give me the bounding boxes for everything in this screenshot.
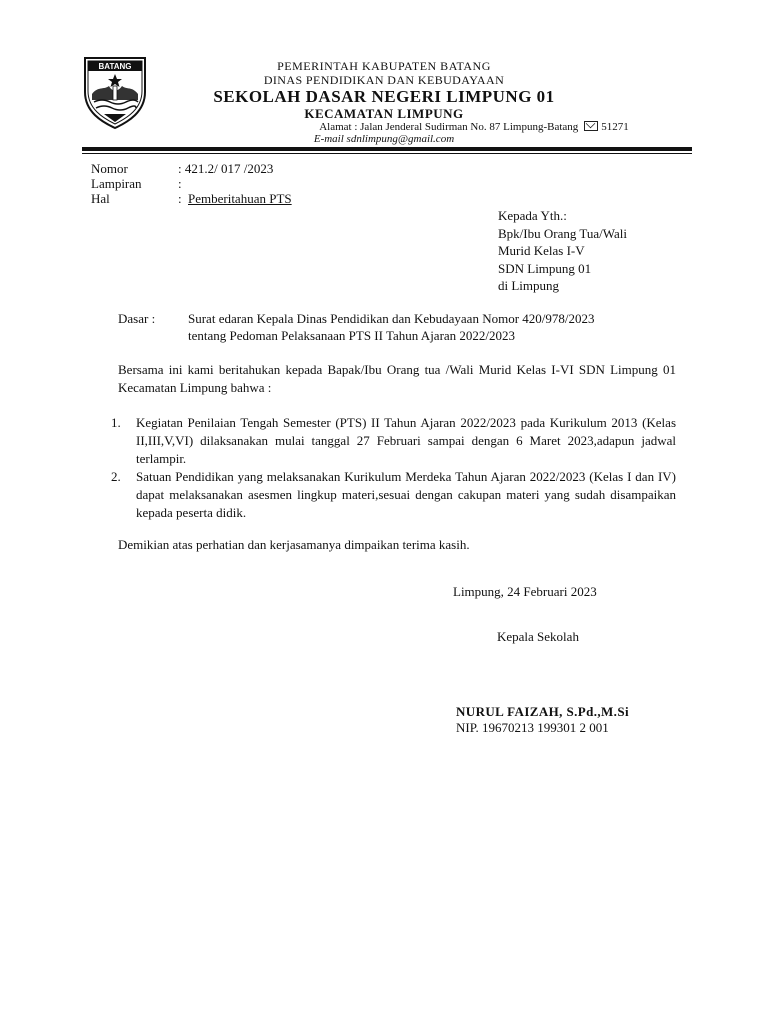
letterhead-divider-thin xyxy=(82,153,692,154)
school-name: SEKOLAH DASAR NEGERI LIMPUNG 01 xyxy=(213,87,555,106)
hal-value: Pemberitahuan PTS xyxy=(188,191,292,206)
list-item-number: 2. xyxy=(111,469,121,484)
dasar-line: Surat edaran Kepala Dinas Pendidikan dan Kebudayaan Nomor 420/978/2023 xyxy=(188,311,595,326)
letterhead-divider-thick xyxy=(82,147,692,151)
postcode: 51271 xyxy=(601,121,629,133)
lampiran-value: : xyxy=(178,176,182,191)
recipient-line: Kepada Yth.: xyxy=(498,208,567,223)
nomor-label: Nomor xyxy=(91,161,128,176)
recipient-line: SDN Limpung 01 xyxy=(498,260,592,276)
lampiran-label: Lampiran xyxy=(91,176,142,191)
hal-colon: : xyxy=(178,191,182,206)
place-date: Limpung, 24 Februari 2023 xyxy=(453,584,597,599)
recipient-block xyxy=(498,207,627,295)
list-item xyxy=(111,468,676,522)
signer-position: Kepala Sekolah xyxy=(497,629,579,644)
dasar-label: Dasar : xyxy=(118,311,156,326)
address-text: Alamat : Jalan Jenderal Sudirman No. 87 Limpung-Batang xyxy=(319,121,579,133)
list-item-text: Kegiatan Penilaian Tengah Semester (PTS) II Tahun Ajaran 2022/2023 pada Kurikulum 2013 (Kelas II,III,V,VI) dilaksanakan mulai tanggal 27 Februari sampai dengan 6 Maret 2023,adapun jadwal terlampir. xyxy=(136,415,676,466)
government-name: PEMERINTAH KABUPATEN BATANG xyxy=(277,59,491,73)
nomor-value: : 421.2/ 017 /2023 xyxy=(178,161,274,176)
school-email: E-mail sdnlimpung@gmail.com xyxy=(313,133,455,145)
department-name: DINAS PENDIDIKAN DAN KEBUDAYAAN xyxy=(263,73,505,87)
recipient-line: Bpk/Ibu Orang Tua/Wali xyxy=(498,225,627,241)
envelope-icon xyxy=(584,121,598,131)
signer-nip: NIP. 19670213 199301 2 001 xyxy=(456,720,609,735)
closing-sentence: Demikian atas perhatian dan kerjasamanya dimpaikan terima kasih. xyxy=(118,537,470,552)
recipient-line: di Limpung xyxy=(498,278,560,293)
list-item xyxy=(111,414,676,468)
intro-paragraph: Bersama ini kami beritahukan kepada Bapak/Ibu Orang tua /Wali Murid Kelas I-VI SDN Limpung 01 Kecamatan Limpung bahwa : xyxy=(118,362,676,395)
points-list xyxy=(111,414,676,522)
school-address xyxy=(90,121,768,133)
svg-text:BATANG: BATANG xyxy=(98,62,132,71)
recipient-line: Murid Kelas I-V xyxy=(498,243,585,258)
list-item-text: Satuan Pendidikan yang melaksanakan Kurikulum Merdeka Tahun Ajaran 2022/2023 (Kelas I dan IV) dapat melaksanakan asesmen lingkup materi,sesuai dengan cakupan materi yang sudah disampaikan kepada peserta didik. xyxy=(136,469,676,520)
district-name: KECAMATAN LIMPUNG xyxy=(304,106,464,121)
dasar-line: tentang Pedoman Pelaksanaan PTS II Tahun Ajaran 2022/2023 xyxy=(188,328,516,343)
list-item-number: 1. xyxy=(111,415,121,430)
hal-label: Hal xyxy=(91,191,110,206)
signer-name: NURUL FAIZAH, S.Pd.,M.Si xyxy=(456,704,629,719)
